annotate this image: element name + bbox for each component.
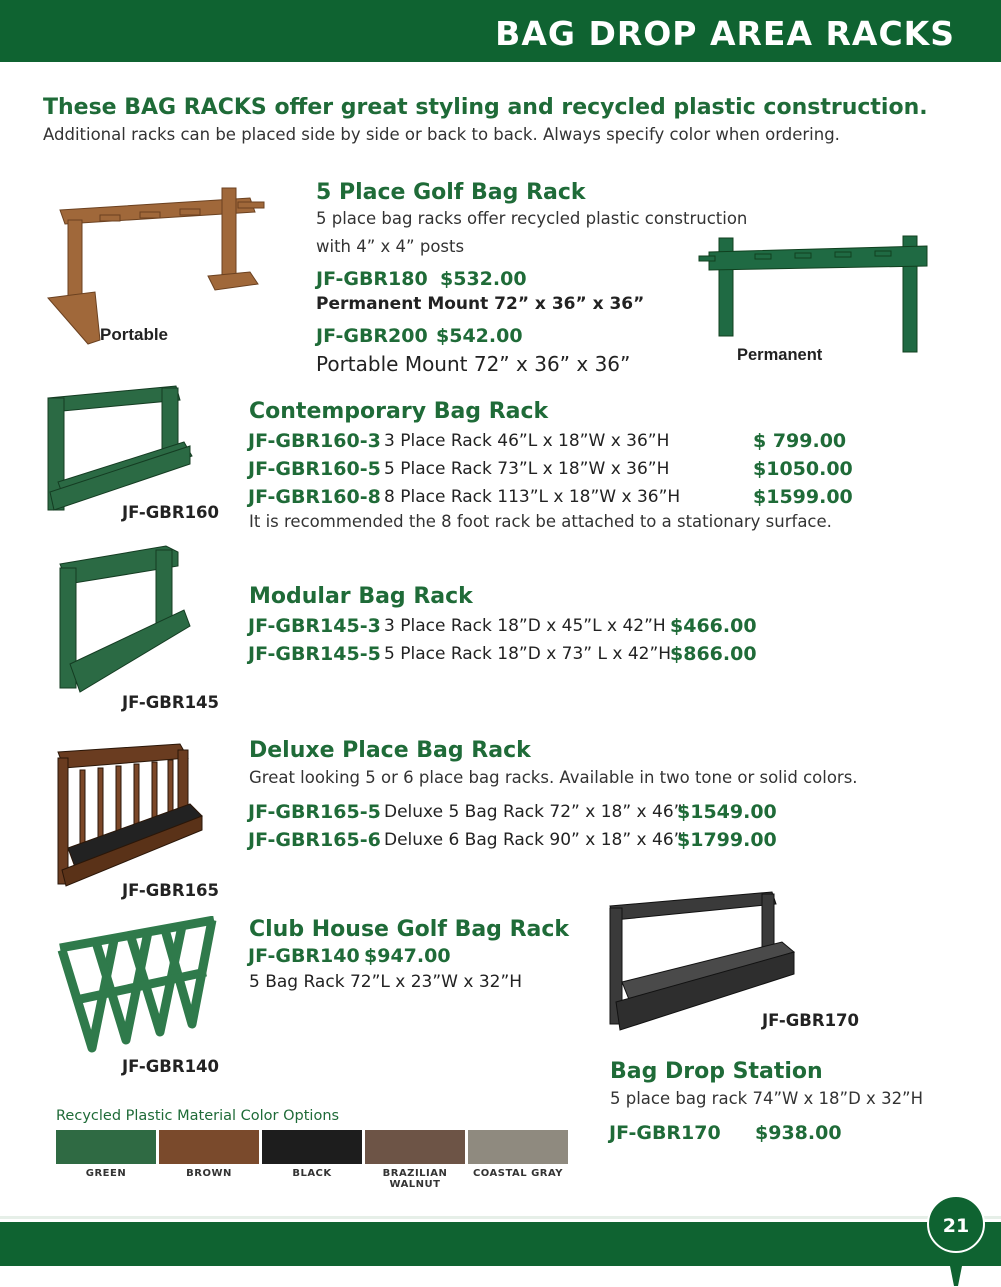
clubhouse-price: $947.00 [364,945,451,967]
bagdrop-desc: 5 place bag rack 74”W x 18”D x 32”H [610,1089,924,1108]
bagdrop-title: Bag Drop Station [610,1059,823,1084]
modular-sku-0: JF-GBR145-3 [248,615,381,637]
contemporary-sku-2: JF-GBR160-8 [248,486,381,508]
color-options-title: Recycled Plastic Material Color Options [56,1108,340,1124]
deluxe-desc-1: Deluxe 6 Bag Rack 90” x 18” x 46” [384,830,683,850]
permanent-rack-image [695,232,935,372]
color-swatch [468,1130,568,1164]
color-swatch [365,1130,465,1164]
bagdrop-price: $938.00 [755,1122,842,1144]
deluxe-price-1: $1799.00 [677,829,777,851]
clubhouse-img-label: JF-GBR140 [122,1057,220,1076]
color-swatch [262,1130,362,1164]
modular-img-label: JF-GBR145 [122,693,220,712]
contemporary-price-1: $1050.00 [753,458,853,480]
contemporary-img-label: JF-GBR160 [122,503,220,522]
p5-sku1: JF-GBR180 [316,268,428,290]
p5-desc2: with 4” x 4” posts [316,237,465,256]
permanent-label: Permanent [737,346,823,364]
deluxe-rack-image [54,742,206,892]
color-swatch [56,1130,156,1164]
modular-price-1: $866.00 [670,643,757,665]
modular-sku-1: JF-GBR145-5 [248,643,381,665]
intro-headline: These BAG RACKS offer great styling and recycled plastic construction. [43,95,928,120]
modular-price-0: $466.00 [670,615,757,637]
color-swatch [159,1130,259,1164]
contemporary-title: Contemporary Bag Rack [249,399,549,424]
footer-rule [0,1216,1001,1219]
deluxe-price-0: $1549.00 [677,801,777,823]
modular-desc-1: 5 Place Rack 18”D x 73” L x 42”H [384,644,672,664]
p5-price1: $532.00 [440,268,527,290]
color-swatch-label: BROWN [186,1168,232,1179]
color-swatch-label: BRAZILIAN WALNUT [382,1168,448,1190]
color-swatch-label: GREEN [85,1168,127,1179]
deluxe-sku-0: JF-GBR165-5 [248,801,381,823]
contemporary-sku-0: JF-GBR160-3 [248,430,381,452]
color-swatch-label: COASTAL GRAY [472,1168,564,1179]
modular-desc-0: 3 Place Rack 18”D x 45”L x 42”H [384,616,666,636]
p5-mount2: Portable Mount 72” x 36” x 36” [316,352,631,376]
p5-title: 5 Place Golf Bag Rack [316,180,586,205]
clubhouse-desc: 5 Bag Rack 72”L x 23”W x 32”H [249,972,523,992]
clubhouse-rack-image [56,916,220,1054]
modular-title: Modular Bag Rack [249,584,473,609]
contemporary-rack-image [44,384,194,516]
deluxe-img-label: JF-GBR165 [122,881,220,900]
deluxe-title: Deluxe Place Bag Rack [249,738,531,763]
p5-sku2: JF-GBR200 [316,325,428,347]
portable-label: Portable [100,325,169,344]
header-bar [0,0,1001,62]
golf-ball-tee-icon [924,1194,988,1286]
page-title: BAG DROP AREA RACKS [495,14,955,53]
contemporary-desc-0: 3 Place Rack 46”L x 18”W x 36”H [384,431,670,451]
p5-mount1: Permanent Mount 72” x 36” x 36” [316,294,645,314]
footer-bar [0,1222,1001,1266]
page-number: 21 [942,1215,970,1237]
p5-price2: $542.00 [436,325,523,347]
contemporary-note: It is recommended the 8 foot rack be attached to a stationary surface. [249,512,832,531]
bagdrop-img-label: JF-GBR170 [762,1011,860,1030]
contemporary-price-2: $1599.00 [753,486,853,508]
clubhouse-sku: JF-GBR140 [248,945,360,967]
contemporary-sku-1: JF-GBR160-5 [248,458,381,480]
clubhouse-title: Club House Golf Bag Rack [249,917,570,942]
modular-rack-image [56,544,196,700]
portable-rack-image [40,180,270,350]
contemporary-desc-1: 5 Place Rack 73”L x 18”W x 36”H [384,459,670,479]
contemporary-desc-2: 8 Place Rack 113”L x 18”W x 36”H [384,487,681,507]
deluxe-desc: Great looking 5 or 6 place bag racks. Available in two tone or solid colors. [249,768,858,787]
contemporary-price-0: $ 799.00 [753,430,847,452]
color-swatch-label: BLACK [292,1168,332,1179]
deluxe-desc-0: Deluxe 5 Bag Rack 72” x 18” x 46” [384,802,683,822]
p5-desc1: 5 place bag racks offer recycled plastic construction [316,209,748,228]
deluxe-sku-1: JF-GBR165-6 [248,829,381,851]
intro-subline: Additional racks can be placed side by side or back to back. Always specify color when ordering. [43,125,840,144]
bagdrop-sku: JF-GBR170 [609,1122,721,1144]
